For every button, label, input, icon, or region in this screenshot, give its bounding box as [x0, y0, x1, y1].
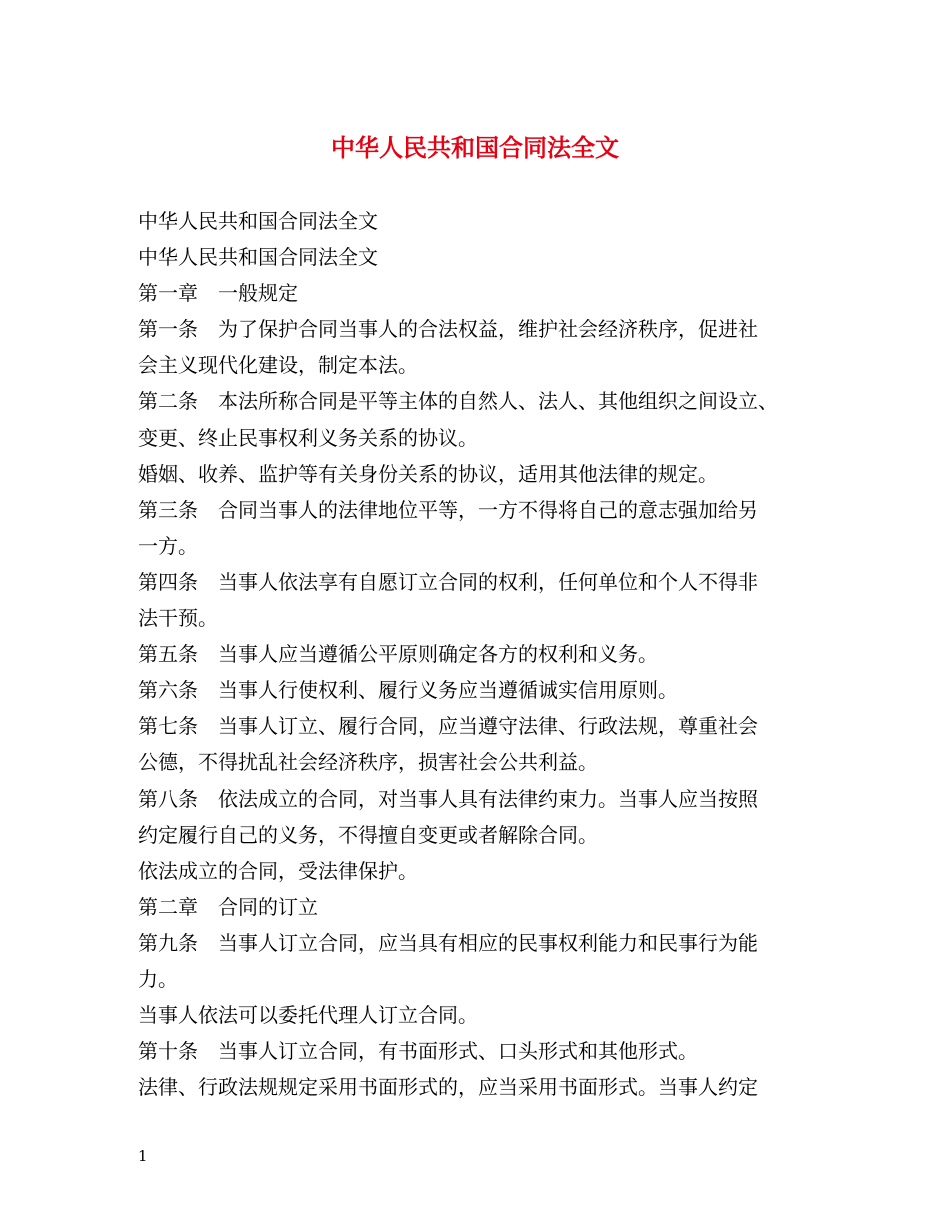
text-line: 中华人民共和国合同法全文	[138, 209, 378, 233]
article-line: 第七条 当事人订立、履行合同，应当遵守法律、行政法规，尊重社会	[138, 714, 758, 739]
text-line: 中华人民共和国合同法全文	[138, 245, 378, 270]
document-title: 中华人民共和国合同法全文	[331, 133, 619, 162]
document-body	[138, 203, 828, 1105]
text-line: 公德，不得扰乱社会经济秩序，损害社会公共利益。	[138, 750, 598, 775]
article-line: 第四条 当事人依法享有自愿订立合同的权利，任何单位和个人不得非	[138, 569, 758, 594]
text-line: 变更、终止民事权利义务关系的协议。	[138, 425, 478, 450]
text-line: 当事人依法可以委托代理人订立合同。	[138, 1003, 478, 1028]
chapter-heading: 第一章 一般规定	[138, 281, 298, 306]
article-line: 第九条 当事人订立合同，应当具有相应的民事权利能力和民事行为能	[138, 930, 758, 955]
chapter-heading: 第二章 合同的订立	[138, 894, 318, 919]
article-line: 第六条 当事人行使权利、履行义务应当遵循诚实信用原则。	[138, 678, 678, 703]
article-line: 第一条 为了保护合同当事人的合法权益，维护社会经济秩序，促进社	[138, 317, 758, 342]
page-number: 1	[138, 1147, 148, 1165]
text-line: 会主义现代化建设，制定本法。	[138, 353, 418, 378]
article-line: 第二条 本法所称合同是平等主体的自然人、法人、其他组织之间设立、	[138, 389, 778, 414]
text-line: 约定履行自己的义务，不得擅自变更或者解除合同。	[138, 822, 598, 847]
text-line: 法律、行政法规规定采用书面形式的，应当采用书面形式。当事人约定	[138, 1075, 758, 1100]
article-line: 第五条 当事人应当遵循公平原则确定各方的权利和义务。	[138, 642, 658, 667]
text-line: 力。	[138, 966, 178, 991]
text-line: 法干预。	[138, 606, 218, 631]
text-line: 一方。	[138, 533, 198, 558]
article-line: 第三条 合同当事人的法律地位平等，一方不得将自己的意志强加给另	[138, 497, 758, 522]
article-line: 第十条 当事人订立合同，有书面形式、口头形式和其他形式。	[138, 1039, 698, 1064]
text-line: 婚姻、收养、监护等有关身份关系的协议，适用其他法律的规定。	[138, 461, 718, 486]
article-line: 第八条 依法成立的合同，对当事人具有法律约束力。当事人应当按照	[138, 786, 758, 811]
text-line: 依法成立的合同，受法律保护。	[138, 858, 418, 883]
